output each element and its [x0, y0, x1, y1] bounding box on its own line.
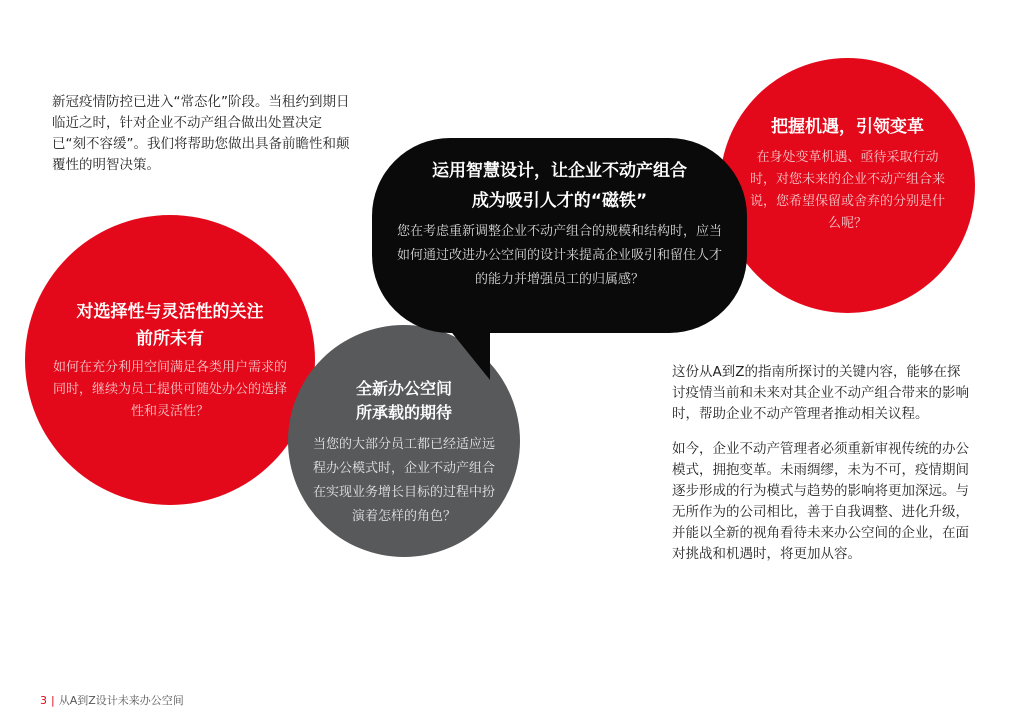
speech-bubble-smart-design: [372, 138, 747, 380]
bubble-text: 在身处变革机遇、亟待采取行动时，对您未来的企业不动产组合来说，您希望保留或舍弃的分别是什么呢？: [749, 150, 945, 231]
footer-title: 从A到Z设计未来办公空间: [58, 694, 184, 707]
bubble-title: [432, 156, 687, 216]
body-paragraph-2: 如今，企业不动产管理者必须重新审视传统的办公模式，拥抱变革。未雨绸缪，未为不可，疫情期间逐步形成的行为模式与趋势的影响将更加深远。与无所作为的公司相比，善于自我调整、进化升级，并能以全新的视角看待未来办公空间的企业，在面对挑战和机遇时，将更加从容。: [672, 441, 969, 562]
bubble-title: 把握机遇，引领变革: [771, 117, 924, 137]
speech-bubble-body: [372, 138, 747, 333]
page-footer: [40, 692, 184, 708]
intro-paragraph: 新冠疫情防控已进入“常态化”阶段。当租约到期日临近之时，针对企业不动产组合做出处置决定已“刻不容缓”。我们将帮助您做出具备前瞻性和颠覆性的明智决策。: [52, 94, 350, 173]
bubble-text: 当您的大部分员工都已经适应远程办公模式时，企业不动产组合在实现业务增长目标的过程中扮演着怎样的角色？: [312, 437, 495, 524]
bubble-choice-flexibility: [25, 215, 315, 505]
bubble-seize-opportunity: [720, 58, 975, 313]
body-text: [672, 362, 970, 579]
bubble-text: 您在考虑重新调整企业不动产组合的规模和结构时，应当如何通过改进办公空间的设计来提高企业吸引和留住人才的能力并增强员工的归属感？: [396, 224, 722, 287]
bubble-title-line2: 成为吸引人才的“磁铁”: [471, 191, 648, 211]
page-number: 3: [40, 693, 47, 707]
bubble-text: 如何在充分利用空间满足各类用户需求的同时，继续为员工提供可随处办公的选择性和灵活性？: [52, 360, 287, 419]
bubble-title: [77, 299, 264, 353]
bubble-title-line1: 对选择性与灵活性的关注: [76, 302, 264, 322]
body-paragraph-1: 这份从A到Z的指南所探讨的关键内容，能够在探讨疫情当前和未来对其企业不动产组合带来的影响时，帮助企业不动产管理者推动相关议程。: [672, 364, 969, 422]
bubble-title-line1: 运用智慧设计，让企业不动产组合: [432, 161, 687, 181]
footer-separator: |: [51, 693, 55, 707]
bubble-title-line1: 全新办公空间: [355, 379, 452, 398]
bubble-title: [356, 377, 452, 425]
bubble-title-line2: 所承载的期待: [355, 403, 452, 422]
bubble-title-line2: 前所未有: [136, 329, 204, 349]
